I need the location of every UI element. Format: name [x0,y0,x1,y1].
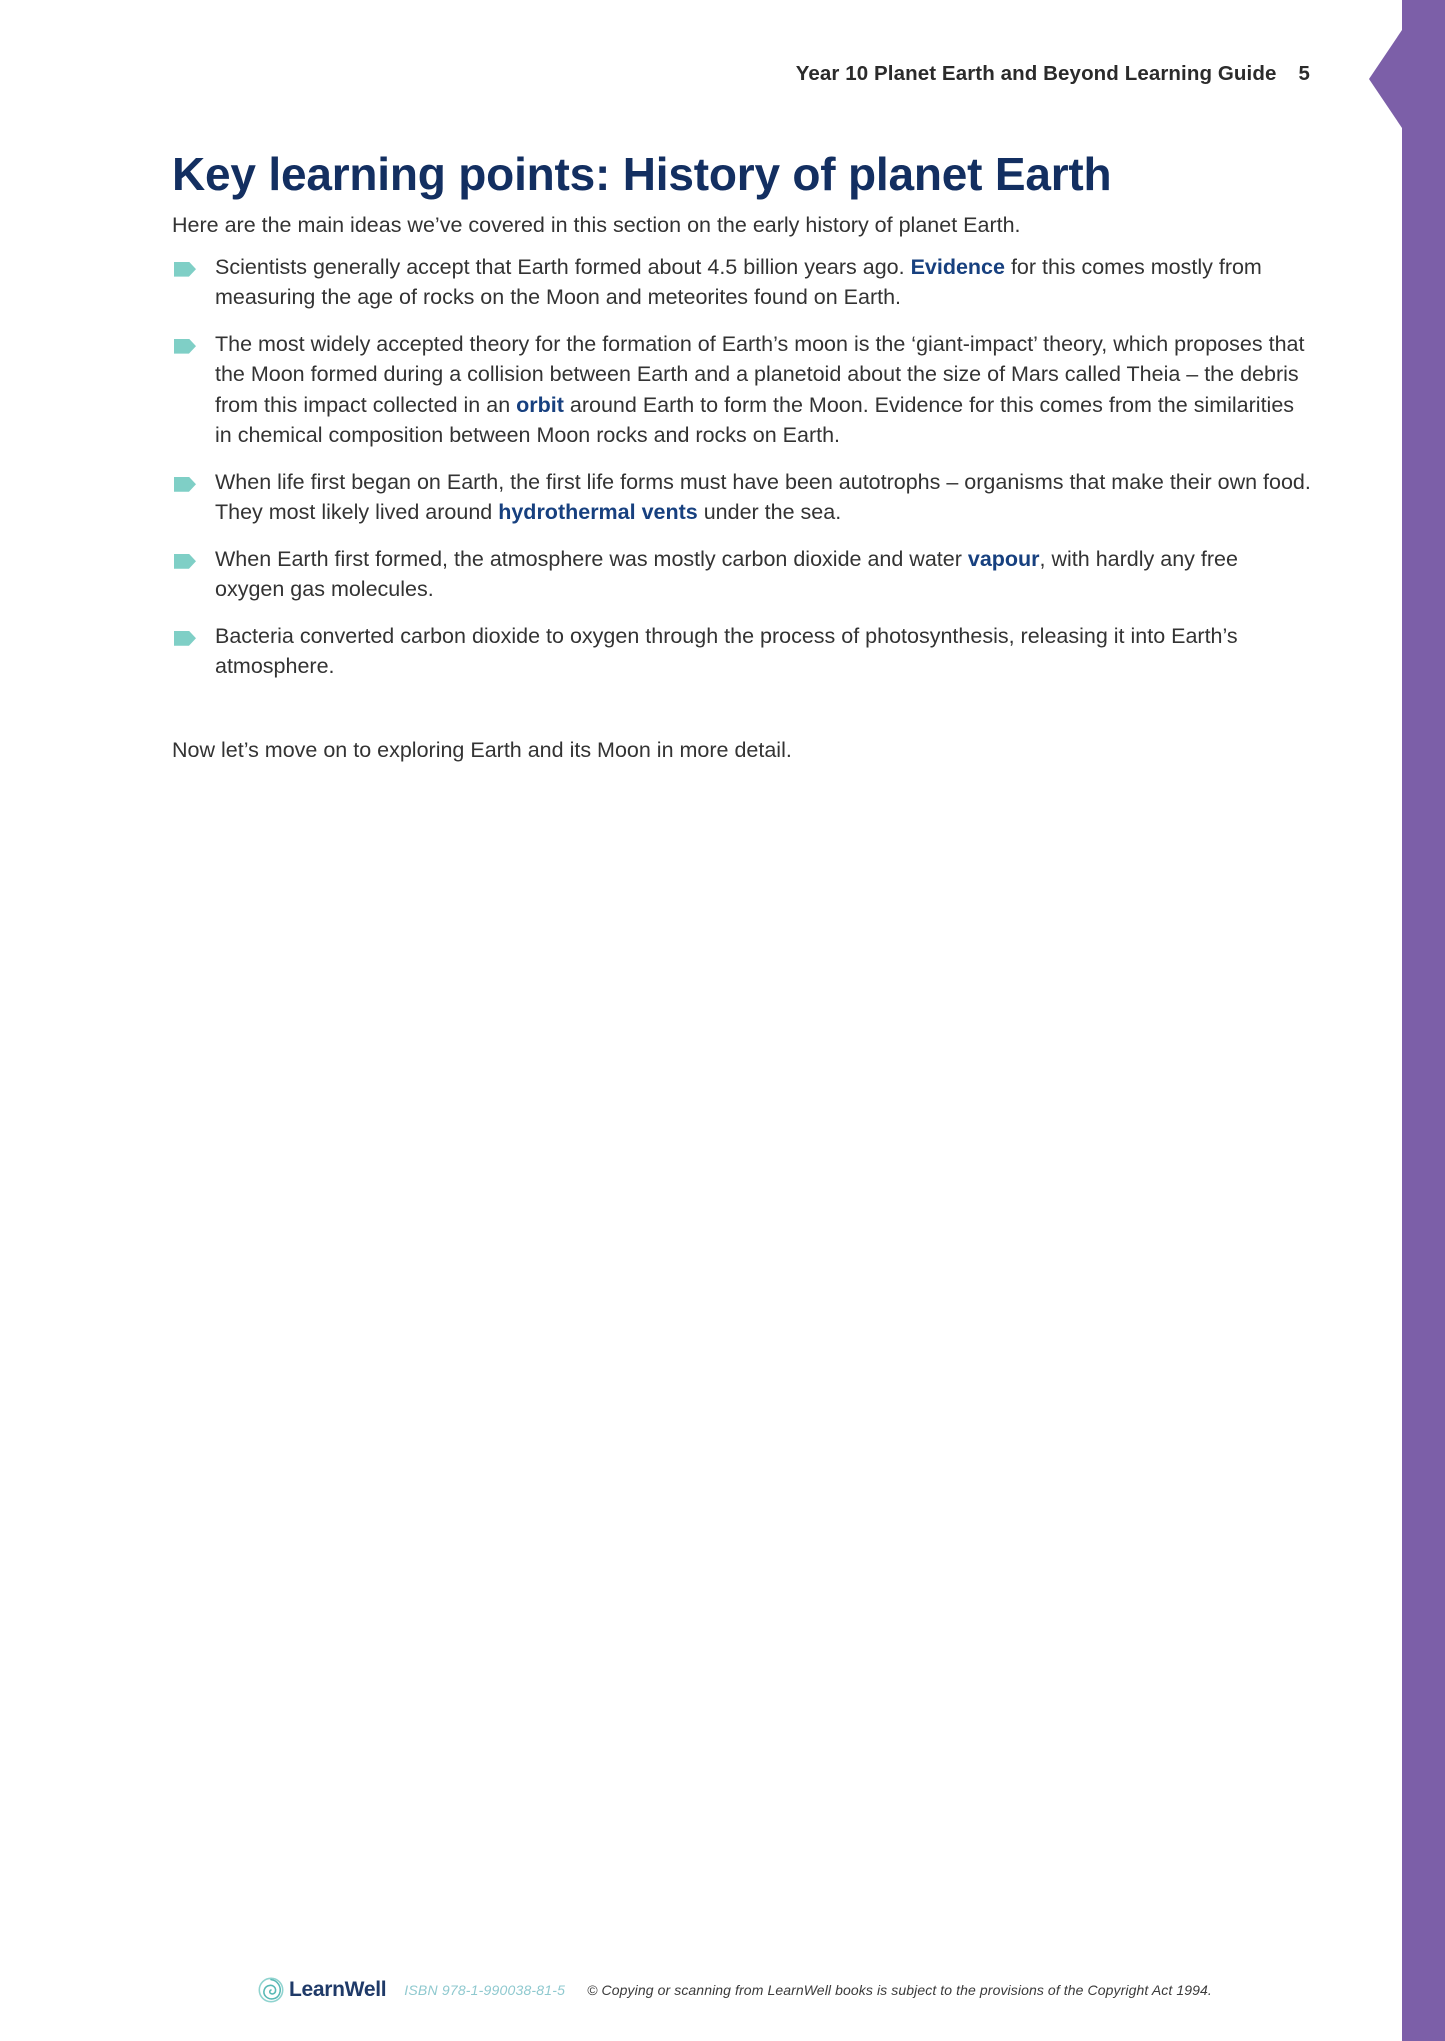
logo-wordmark: LearnWell [289,1978,387,2001]
key-points-list [172,252,1312,682]
key-point-item [172,544,1312,605]
key-point-item [172,621,1312,682]
key-point-item [172,329,1312,451]
isbn-text: ISBN 978-1-990038-81-5 [404,1982,566,1998]
purple-edge-bar [1402,0,1445,2041]
header-title: Year 10 Planet Earth and Beyond Learning Guide [795,62,1277,85]
key-point-item [172,467,1312,528]
glossary-term: vapour [967,546,1040,571]
running-header [0,62,1310,86]
intro-paragraph: Here are the main ideas we’ve covered in this section on the early history of planet Earth. [172,213,1021,238]
bullet-arrow-icon [174,631,196,646]
key-point-text [215,470,1311,525]
bullet-arrow-icon [174,262,196,277]
bullet-arrow-icon [174,339,196,354]
text-run: When Earth first formed, the atmosphere was mostly carbon dioxide and water [215,546,968,571]
text-run: for this comes mostly from measuring the age of rocks on the Moon and meteorites found on Earth. [215,254,1262,310]
key-point-text [215,547,1238,602]
page-title: Key learning points: History of planet Earth [172,148,1112,200]
text-run: Bacteria converted carbon dioxide to oxygen through the process of photosynthesis, releasing it into Earth’s atmosphere. [215,623,1238,679]
bullet-arrow-icon [174,477,196,492]
spiral-icon [258,1977,284,2003]
key-point-item [172,252,1312,313]
glossary-term: Evidence [910,254,1005,279]
text-run: When life first began on Earth, the first life forms must have been autotrophs – organisms that make their own food. They most likely lived around [215,469,1311,525]
key-point-text [215,624,1238,679]
key-point-text [215,255,1262,310]
closing-paragraph: Now let’s move on to exploring Earth and its Moon in more detail. [172,737,792,762]
copyright-text: © Copying or scanning from LearnWell books is subject to the provisions of the Copyright Act 1994. [587,1982,1212,1998]
text-run: The most widely accepted theory for the formation of Earth’s moon is the ‘giant-impact’ theory, which proposes that the Moon formed during a collision between Earth and a planetoid about the size of Mars called Theia – the debris from this impact collected in an [215,331,1305,417]
purple-triangle-tab [1369,30,1402,128]
text-run: under the sea. [697,500,842,525]
bullet-arrow-icon [174,554,196,569]
glossary-term: hydrothermal vents [498,500,698,525]
text-run: around Earth to form the Moon. Evidence for this comes from the similarities in chemical composition between Moon rocks and rocks on Earth. [215,392,1295,448]
key-point-text [215,332,1304,448]
page-footer [258,1977,1318,2003]
page-number: 5 [1298,62,1310,85]
content-column [172,148,1312,788]
glossary-term: orbit [516,392,564,417]
text-run: , with hardly any free oxygen gas molecules. [215,546,1238,602]
learnwell-logo [258,1977,386,2003]
text-run: Scientists generally accept that Earth formed about 4.5 billion years ago. [215,254,911,279]
